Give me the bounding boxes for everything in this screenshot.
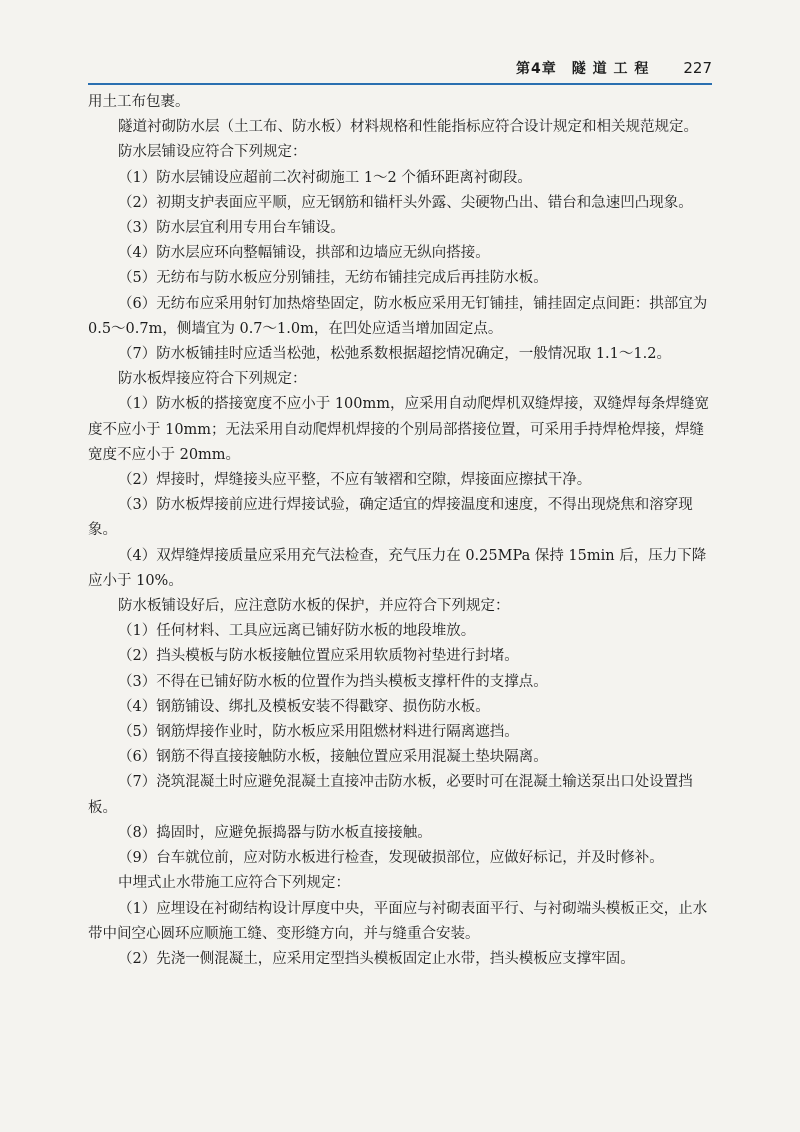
paragraph: （8）捣固时，应避免振捣器与防水板直接接触。 [118,824,432,841]
paragraph: 防水板铺设好后，应注意防水板的保护，并应符合下列规定： [118,598,510,615]
paragraph: 防水层铺设应符合下列规定： [118,144,307,161]
paragraph: （3）不得在已铺好防水板的位置作为挡头模板支撑杆件的支撑点。 [118,673,548,690]
paragraph: （1）防水板的搭接宽度不应小于 100mm，应采用自动爬焊机双缝焊接，双缝焊每条焊缝宽度不应小于 10mm；无法采用自动爬焊机焊接的个别局部搭接位置，可采用手持焊枪焊接，焊缝宽度不应小于 20mm。 [88,396,710,463]
paragraph: （5）无纺布与防水板应分别铺挂，无纺布铺挂完成后再挂防水板。 [118,270,548,287]
paragraph: （7）浇筑混凝土时应避免混凝土直接冲击防水板，必要时可在混凝土输送泵出口处设置挡板。 [88,774,693,816]
paragraph: （2）焊接时，焊缝接头应平整，不应有皱褶和空隙，焊接面应擦拭干净。 [118,472,592,489]
paragraph: （3）防水板焊接前应进行焊接试验，确定适宜的焊接温度和速度，不得出现烧焦和溶穿现象。 [88,497,693,539]
paragraph: 隧道衬砌防水层（土工布、防水板）材料规格和性能指标应符合设计规定和相关规范规定。 [118,119,698,136]
paragraph: （6）无纺布应采用射钉加热熔垫固定，防水板应采用无钉铺挂，铺挂固定点间距：拱部宜为 0.5～0.7m，侧墙宜为 0.7～1.0m，在凹处应适当增加固定点。 [88,295,708,337]
paragraph: （1）任何材料、工具应远离已铺好防水板的地段堆放。 [118,623,476,640]
paragraph: 防水板焊接应符合下列规定： [118,371,307,388]
paragraph: 用土工布包裹。 [88,94,190,110]
running-header [88,56,712,80]
paragraph: （2）先浇一侧混凝土，应采用定型挡头模板固定止水带，挡头模板应支撑牢固。 [118,950,635,967]
paragraph: （4）双焊缝焊接质量应采用充气法检查，充气压力在 0.25MPa 保持 15min 后，压力下降应小于 10%。 [88,547,707,589]
paragraph: （5）钢筋焊接作业时，防水板应采用阻燃材料进行隔离遮挡。 [118,724,519,741]
paragraph: （2）挡头模板与防水板接触位置应采用软质物衬垫进行封堵。 [118,648,519,665]
paragraph: （3）防水层宜利用专用台车铺设。 [118,220,345,237]
header-rule [88,83,712,85]
body-text [88,90,712,972]
paragraph: （1）防水层铺设应超前二次衬砌施工 1～2 个循环距离衬砌段。 [118,169,532,186]
paragraph: 中埋式止水带施工应符合下列规定： [118,875,350,892]
paragraph: （7）防水板铺挂时应适当松弛，松弛系数根据超挖情况确定，一般情况取 1.1～1.2。 [118,346,671,363]
paragraph: （1）应埋设在衬砌结构设计厚度中央，平面应与衬砌表面平行、与衬砌端头模板正交，止水带中间空心圆环应顺施工缝、变形缝方向，并与缝重合安装。 [88,900,708,942]
paragraph: （2）初期支护表面应平顺，应无钢筋和锚杆头外露、尖硬物凸出、错台和急速凹凸现象。 [118,194,693,211]
chapter-title: 第4章 隧 道 工 程 [515,61,650,77]
paragraph: （6）钢筋不得直接接触防水板，接触位置应采用混凝土垫块隔离。 [118,749,548,766]
paragraph: （4）钢筋铺设、绑扎及模板安装不得戳穿、损伤防水板。 [118,698,490,715]
page-number: 227 [683,59,712,77]
paragraph: （9）台车就位前，应对防水板进行检查，发现破损部位，应做好标记，并及时修补。 [118,850,664,867]
paragraph: （4）防水层应环向整幅铺设，拱部和边墙应无纵向搭接。 [118,245,490,262]
